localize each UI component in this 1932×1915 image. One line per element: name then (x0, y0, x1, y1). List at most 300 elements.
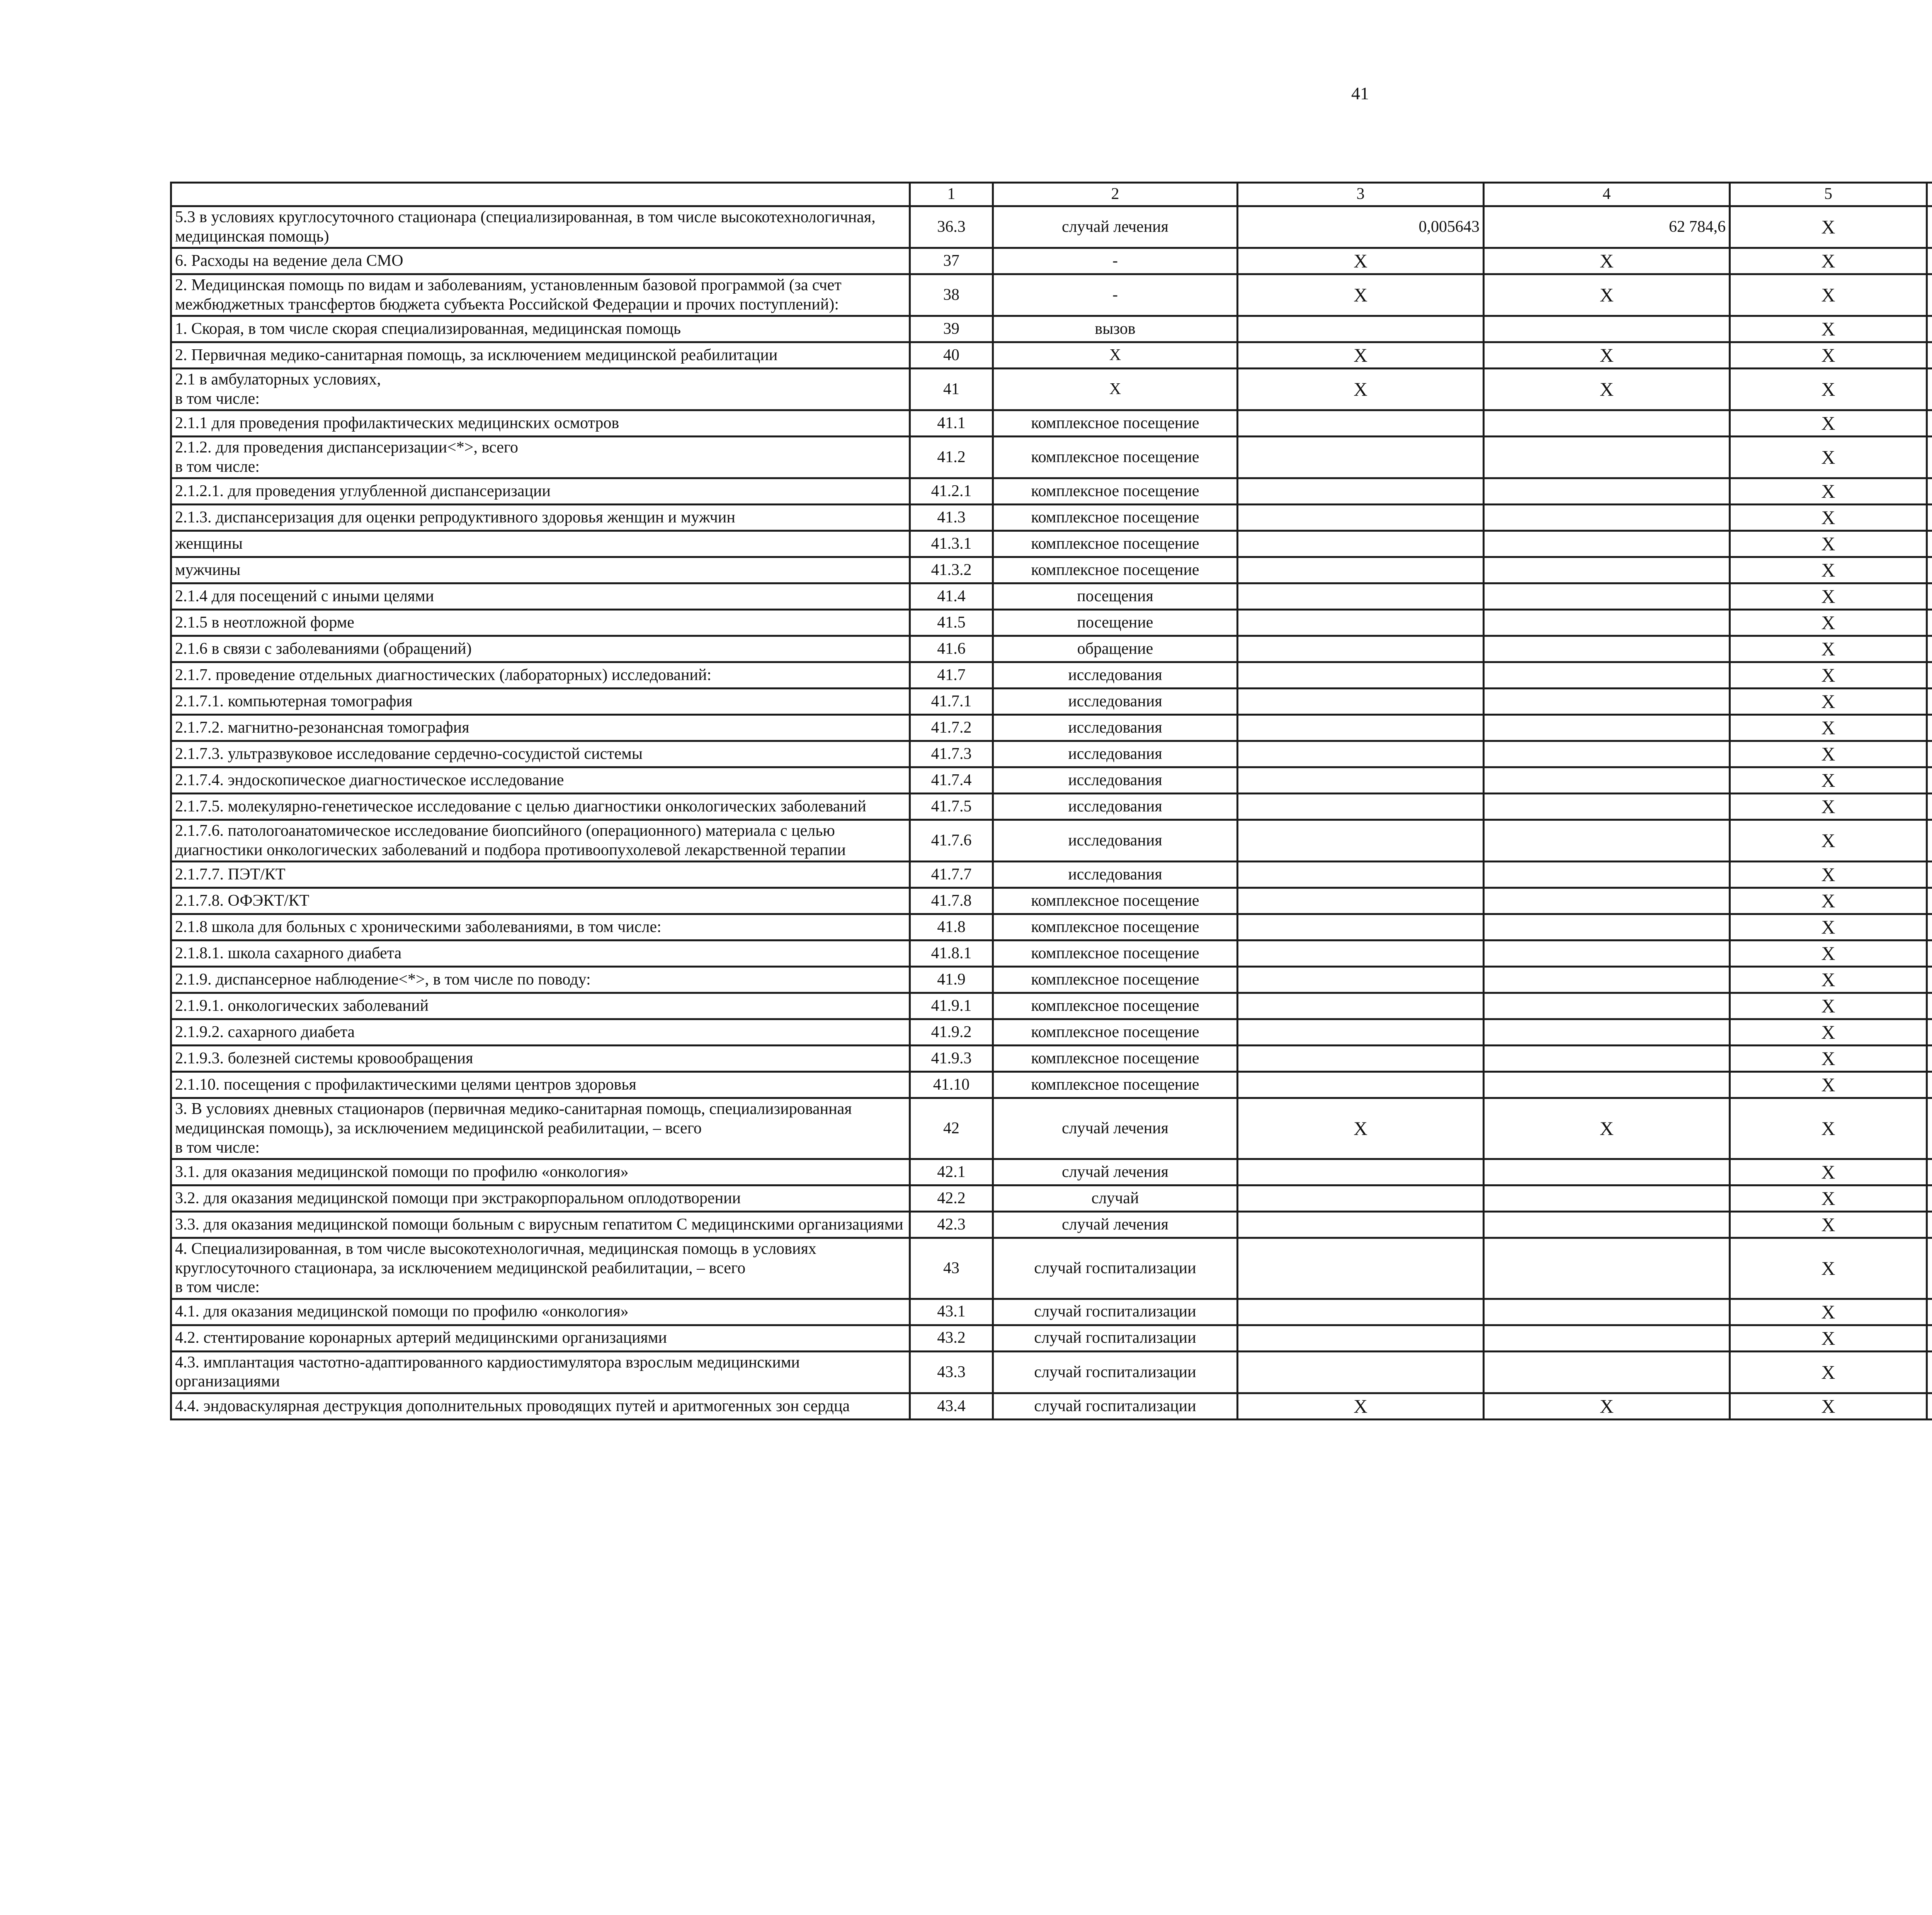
row-label-cell: 1. Скорая, в том числе скорая специализированная, медицинская помощь (171, 316, 910, 342)
value-cell: 0,005643 (1238, 206, 1484, 248)
value-cell (1238, 1046, 1484, 1072)
table-row (171, 369, 1932, 410)
row-label-cell: 2.1 в амбулаторных условиях, в том числе: (171, 369, 910, 410)
column-header-5: 5 (1730, 183, 1927, 206)
data-table (170, 182, 1932, 1420)
value-cell (1484, 505, 1730, 531)
table-row (171, 1185, 1932, 1212)
table-row (171, 662, 1932, 689)
row-code-cell: 41.9 (910, 967, 993, 993)
value-cell: X (1730, 715, 1927, 741)
value-cell (1238, 993, 1484, 1019)
table-row (171, 1299, 1932, 1325)
row-label-cell: 2.1.5 в неотложной форме (171, 610, 910, 636)
value-cell (1484, 316, 1730, 342)
row-label-cell: 4.2. стентирование коронарных артерий медицинскими организациями (171, 1325, 910, 1351)
value-cell (1238, 1019, 1484, 1046)
unit-cell: посещения (993, 583, 1238, 610)
table-row (171, 1212, 1932, 1238)
value-cell (1484, 888, 1730, 914)
page-number: 41 (1351, 83, 1369, 103)
table-row (171, 1072, 1932, 1098)
value-cell: X (1730, 1185, 1927, 1212)
unit-cell: комплексное посещение (993, 993, 1238, 1019)
value-cell (1238, 505, 1484, 531)
value-cell: X (1484, 1393, 1730, 1419)
value-cell (1484, 1351, 1730, 1393)
unit-cell: комплексное посещение (993, 888, 1238, 914)
table-row (171, 1046, 1932, 1072)
row-code-cell: 41.7.5 (910, 794, 993, 820)
row-label-cell: 2.1.4 для посещений с иными целями (171, 583, 910, 610)
row-code-cell: 41.8.1 (910, 940, 993, 967)
value-cell (1238, 689, 1484, 715)
row-label-cell: 2.1.8.1. школа сахарного диабета (171, 940, 910, 967)
value-cell (1238, 1325, 1484, 1351)
row-label-cell: 2.1.7.1. компьютерная томография (171, 689, 910, 715)
value-cell (1927, 557, 1932, 583)
row-label-cell: 3.3. для оказания медицинской помощи больным с вирусным гепатитом С медицинскими организациями (171, 1212, 910, 1238)
value-cell (1484, 862, 1730, 888)
table-row (171, 557, 1932, 583)
row-code-cell: 43 (910, 1238, 993, 1299)
value-cell: X (1730, 505, 1927, 531)
table-row (171, 715, 1932, 741)
value-cell (1927, 1238, 1932, 1299)
value-cell (1927, 689, 1932, 715)
value-cell (1238, 636, 1484, 662)
value-cell (1927, 794, 1932, 820)
row-code-cell: 41.7.8 (910, 888, 993, 914)
table-row (171, 478, 1932, 505)
value-cell (1927, 914, 1932, 940)
row-label-cell: мужчины (171, 557, 910, 583)
unit-cell: исследования (993, 741, 1238, 767)
value-cell (1238, 583, 1484, 610)
unit-cell: - (993, 274, 1238, 316)
value-cell (1927, 531, 1932, 557)
value-cell: X (1484, 369, 1730, 410)
row-label-cell: 2.1.7.7. ПЭТ/КТ (171, 862, 910, 888)
row-label-cell: 2.1.8 школа для больных с хроническими заболеваниями, в том числе: (171, 914, 910, 940)
value-cell: X (1730, 1325, 1927, 1351)
row-label-cell: 4.4. эндоваскулярная деструкция дополнительных проводящих путей и аритмогенных зон сердца (171, 1393, 910, 1419)
value-cell (1484, 914, 1730, 940)
value-cell: X (1730, 967, 1927, 993)
value-cell: X (1730, 206, 1927, 248)
value-cell (1238, 1159, 1484, 1185)
value-cell (1484, 636, 1730, 662)
row-label-cell: 2.1.7. проведение отдельных диагностических (лабораторных) исследований: (171, 662, 910, 689)
value-cell (1238, 820, 1484, 862)
unit-cell: комплексное посещение (993, 1072, 1238, 1098)
value-cell (1238, 1072, 1484, 1098)
row-code-cell: 41.6 (910, 636, 993, 662)
row-code-cell: 42.2 (910, 1185, 993, 1212)
row-label-cell: 2.1.7.3. ультразвуковое исследование сердечно-сосудистой системы (171, 741, 910, 767)
value-cell (1484, 1325, 1730, 1351)
row-code-cell: 41.4 (910, 583, 993, 610)
row-label-cell: 2.1.2. для проведения диспансеризации<*>, всего в том числе: (171, 437, 910, 478)
value-cell: X (1730, 369, 1927, 410)
value-cell (1927, 888, 1932, 914)
row-code-cell: 43.2 (910, 1325, 993, 1351)
value-cell (1238, 967, 1484, 993)
value-cell (1238, 914, 1484, 940)
value-cell (1484, 1238, 1730, 1299)
value-cell (1927, 342, 1932, 369)
value-cell: X (1730, 583, 1927, 610)
table-body (171, 206, 1932, 1420)
value-cell: X (1730, 316, 1927, 342)
row-code-cell: 41.3.1 (910, 531, 993, 557)
value-cell (1927, 1299, 1932, 1325)
row-code-cell: 41.7.7 (910, 862, 993, 888)
value-cell (1484, 478, 1730, 505)
unit-cell: X (993, 369, 1238, 410)
row-code-cell: 41.9.3 (910, 1046, 993, 1072)
table-row (171, 316, 1932, 342)
row-code-cell: 41.2.1 (910, 478, 993, 505)
unit-cell: вызов (993, 316, 1238, 342)
table-row (171, 767, 1932, 794)
value-cell (1238, 1238, 1484, 1299)
value-cell (1238, 715, 1484, 741)
table-row (171, 610, 1932, 636)
unit-cell: случай лечения (993, 206, 1238, 248)
unit-cell: исследования (993, 767, 1238, 794)
value-cell: X (1484, 274, 1730, 316)
value-cell: X (1730, 689, 1927, 715)
row-label-cell: 2.1.7.8. ОФЭКТ/КТ (171, 888, 910, 914)
value-cell (1927, 410, 1932, 437)
table-row (171, 940, 1932, 967)
row-code-cell: 38 (910, 274, 993, 316)
value-cell: X (1730, 557, 1927, 583)
unit-cell: случай госпитализации (993, 1393, 1238, 1419)
row-label-cell: 3.2. для оказания медицинской помощи при экстракорпоральном оплодотворении (171, 1185, 910, 1212)
row-code-cell: 41.7.1 (910, 689, 993, 715)
value-cell (1484, 662, 1730, 689)
column-number-row (171, 183, 1932, 206)
table-row (171, 741, 1932, 767)
unit-cell: случай госпитализации (993, 1299, 1238, 1325)
unit-cell: случай лечения (993, 1159, 1238, 1185)
row-code-cell: 41 (910, 369, 993, 410)
row-code-cell: 42.1 (910, 1159, 993, 1185)
value-cell: X (1730, 1019, 1927, 1046)
row-code-cell: 41.3 (910, 505, 993, 531)
value-cell: 62 784,6 (1484, 206, 1730, 248)
unit-cell: случай госпитализации (993, 1351, 1238, 1393)
value-cell: X (1484, 1098, 1730, 1159)
value-cell: X (1730, 1212, 1927, 1238)
column-header-4: 4 (1484, 183, 1730, 206)
table-row (171, 794, 1932, 820)
value-cell: X (1238, 1098, 1484, 1159)
value-cell: X (1730, 993, 1927, 1019)
value-cell (1484, 1159, 1730, 1185)
value-cell (1238, 478, 1484, 505)
row-label-cell: 5.3 в условиях круглосуточного стационара (специализированная, в том числе высокотехнологичная, медицинская помощь) (171, 206, 910, 248)
unit-cell: - (993, 248, 1238, 274)
row-label-cell: 2.1.3. диспансеризация для оценки репродуктивного здоровья женщин и мужчин (171, 505, 910, 531)
row-code-cell: 41.7.4 (910, 767, 993, 794)
value-cell: X (1730, 610, 1927, 636)
value-cell: X (1730, 1159, 1927, 1185)
unit-cell: исследования (993, 794, 1238, 820)
value-cell: X (1730, 940, 1927, 967)
value-cell (1927, 1185, 1932, 1212)
value-cell: X (1238, 274, 1484, 316)
column-header-6 (1927, 183, 1932, 206)
row-code-cell: 43.3 (910, 1351, 993, 1393)
row-code-cell: 43.1 (910, 1299, 993, 1325)
table-row (171, 274, 1932, 316)
unit-cell: обращение (993, 636, 1238, 662)
row-code-cell: 43.4 (910, 1393, 993, 1419)
row-label-cell: 2.1.1 для проведения профилактических медицинских осмотров (171, 410, 910, 437)
row-code-cell: 42.3 (910, 1212, 993, 1238)
row-label-cell: 2.1.9. диспансерное наблюдение<*>, в том числе по поводу: (171, 967, 910, 993)
value-cell (1484, 993, 1730, 1019)
value-cell (1484, 1072, 1730, 1098)
unit-cell: комплексное посещение (993, 410, 1238, 437)
table-row (171, 206, 1932, 248)
table-row (171, 967, 1932, 993)
value-cell: X (1484, 248, 1730, 274)
value-cell (1238, 437, 1484, 478)
unit-cell: исследования (993, 820, 1238, 862)
value-cell: X (1238, 342, 1484, 369)
row-code-cell: 37 (910, 248, 993, 274)
value-cell (1238, 557, 1484, 583)
value-cell: X (1730, 478, 1927, 505)
unit-cell: случай госпитализации (993, 1325, 1238, 1351)
value-cell (1238, 940, 1484, 967)
unit-cell: комплексное посещение (993, 940, 1238, 967)
value-cell: X (1730, 794, 1927, 820)
row-label-cell: 2.1.9.1. онкологических заболеваний (171, 993, 910, 1019)
value-cell: X (1730, 437, 1927, 478)
value-cell (1484, 1185, 1730, 1212)
value-cell (1927, 369, 1932, 410)
row-code-cell: 41.7.3 (910, 741, 993, 767)
row-label-cell: 2.1.7.5. молекулярно-генетическое исследование с целью диагностики онкологических заболеваний (171, 794, 910, 820)
value-cell (1927, 1072, 1932, 1098)
table-row (171, 342, 1932, 369)
value-cell (1927, 1212, 1932, 1238)
table-row (171, 410, 1932, 437)
value-cell (1238, 1212, 1484, 1238)
table-row (171, 583, 1932, 610)
row-label-cell: 2.1.6 в связи с заболеваниями (обращений) (171, 636, 910, 662)
value-cell (1927, 478, 1932, 505)
row-label-cell: 4.1. для оказания медицинской помощи по профилю «онкология» (171, 1299, 910, 1325)
value-cell: X (1730, 636, 1927, 662)
row-label-cell: 2. Первичная медико-санитарная помощь, за исключением медицинской реабилитации (171, 342, 910, 369)
value-cell: X (1730, 248, 1927, 274)
row-code-cell: 41.9.1 (910, 993, 993, 1019)
row-label-cell: 2.1.2.1. для проведения углубленной диспансеризации (171, 478, 910, 505)
unit-cell: комплексное посещение (993, 557, 1238, 583)
unit-cell: случай лечения (993, 1212, 1238, 1238)
value-cell: X (1238, 369, 1484, 410)
value-cell: X (1730, 820, 1927, 862)
row-label-cell: 2.1.9.3. болезней системы кровообращения (171, 1046, 910, 1072)
row-code-cell: 41.7.6 (910, 820, 993, 862)
value-cell (1927, 1098, 1932, 1159)
value-cell (1927, 1393, 1932, 1419)
value-cell: X (1730, 1098, 1927, 1159)
row-code-cell: 41.1 (910, 410, 993, 437)
value-cell (1927, 767, 1932, 794)
row-code-cell: 41.2 (910, 437, 993, 478)
value-cell (1484, 531, 1730, 557)
value-cell (1927, 1046, 1932, 1072)
column-header-0 (171, 183, 910, 206)
value-cell (1484, 715, 1730, 741)
value-cell (1927, 741, 1932, 767)
row-code-cell: 39 (910, 316, 993, 342)
column-header-3: 3 (1238, 183, 1484, 206)
unit-cell: комплексное посещение (993, 1019, 1238, 1046)
value-cell (1484, 1046, 1730, 1072)
value-cell (1927, 862, 1932, 888)
unit-cell: комплексное посещение (993, 967, 1238, 993)
value-cell (1927, 662, 1932, 689)
value-cell: X (1238, 1393, 1484, 1419)
row-label-cell: 6. Расходы на ведение дела СМО (171, 248, 910, 274)
value-cell (1484, 610, 1730, 636)
table-row (171, 1159, 1932, 1185)
row-code-cell: 41.3.2 (910, 557, 993, 583)
value-cell (1927, 248, 1932, 274)
column-header-1: 1 (910, 183, 993, 206)
value-cell (1238, 741, 1484, 767)
unit-cell: посещение (993, 610, 1238, 636)
value-cell (1927, 1325, 1932, 1351)
row-code-cell: 42 (910, 1098, 993, 1159)
row-label-cell: 2.1.10. посещения с профилактическими целями центров здоровья (171, 1072, 910, 1098)
table-row (171, 993, 1932, 1019)
value-cell (1238, 316, 1484, 342)
value-cell (1238, 888, 1484, 914)
value-cell (1484, 557, 1730, 583)
row-label-cell: 2.1.7.2. магнитно-резонансная томография (171, 715, 910, 741)
row-code-cell: 40 (910, 342, 993, 369)
value-cell (1238, 662, 1484, 689)
value-cell: X (1730, 1299, 1927, 1325)
table-row (171, 820, 1932, 862)
value-cell: X (1730, 1351, 1927, 1393)
row-code-cell: 41.9.2 (910, 1019, 993, 1046)
value-cell (1238, 1299, 1484, 1325)
unit-cell: исследования (993, 715, 1238, 741)
table-row (171, 636, 1932, 662)
value-cell (1927, 610, 1932, 636)
table-row (171, 1098, 1932, 1159)
column-header-2: 2 (993, 183, 1238, 206)
unit-cell: исследования (993, 862, 1238, 888)
value-cell (1927, 993, 1932, 1019)
value-cell: X (1730, 741, 1927, 767)
value-cell (1484, 583, 1730, 610)
row-label-cell: 2.1.7.6. патологоанатомическое исследование биопсийного (операционного) материала с целью диагностики онкологических заболеваний и подбора противоопухолевой лекарственной терапии (171, 820, 910, 862)
value-cell (1927, 967, 1932, 993)
value-cell (1484, 437, 1730, 478)
value-cell (1484, 940, 1730, 967)
value-cell (1927, 1351, 1932, 1393)
value-cell: X (1730, 914, 1927, 940)
unit-cell: случай лечения (993, 1098, 1238, 1159)
value-cell (1484, 967, 1730, 993)
value-cell: X (1730, 342, 1927, 369)
value-cell: X (1730, 662, 1927, 689)
value-cell: X (1730, 1238, 1927, 1299)
row-code-cell: 36.3 (910, 206, 993, 248)
table-row (171, 1238, 1932, 1299)
unit-cell: комплексное посещение (993, 1046, 1238, 1072)
value-cell: X (1730, 531, 1927, 557)
table-row (171, 862, 1932, 888)
table-row (171, 888, 1932, 914)
value-cell (1927, 1159, 1932, 1185)
value-cell: X (1730, 1046, 1927, 1072)
row-label-cell: 4.3. имплантация частотно-адаптированного кардиостимулятора взрослым медицинскими организациями (171, 1351, 910, 1393)
row-label-cell: женщины (171, 531, 910, 557)
value-cell (1927, 820, 1932, 862)
value-cell (1927, 1019, 1932, 1046)
value-cell (1238, 794, 1484, 820)
table-row (171, 1351, 1932, 1393)
unit-cell: случай (993, 1185, 1238, 1212)
value-cell (1927, 206, 1932, 248)
value-cell (1238, 531, 1484, 557)
row-label-cell: 3.1. для оказания медицинской помощи по профилю «онкология» (171, 1159, 910, 1185)
table-row (171, 531, 1932, 557)
table-row (171, 1393, 1932, 1419)
value-cell: X (1238, 248, 1484, 274)
row-label-cell: 4. Специализированная, в том числе высокотехнологичная, медицинская помощь в условиях круглосуточного стационара, за исключением медицинской реабилитации, – всего в том числе: (171, 1238, 910, 1299)
value-cell (1484, 410, 1730, 437)
value-cell (1927, 636, 1932, 662)
value-cell (1484, 1019, 1730, 1046)
value-cell (1484, 794, 1730, 820)
table-row (171, 505, 1932, 531)
value-cell: X (1730, 888, 1927, 914)
unit-cell: случай госпитализации (993, 1238, 1238, 1299)
unit-cell: исследования (993, 662, 1238, 689)
row-code-cell: 41.7.2 (910, 715, 993, 741)
row-code-cell: 41.5 (910, 610, 993, 636)
value-cell (1484, 1212, 1730, 1238)
value-cell (1484, 741, 1730, 767)
value-cell: X (1730, 862, 1927, 888)
value-cell: X (1484, 342, 1730, 369)
value-cell (1484, 689, 1730, 715)
row-code-cell: 41.8 (910, 914, 993, 940)
value-cell (1927, 505, 1932, 531)
unit-cell: комплексное посещение (993, 437, 1238, 478)
value-cell (1927, 940, 1932, 967)
data-sheet (170, 182, 1932, 1420)
row-label-cell: 2.1.7.4. эндоскопическое диагностическое исследование (171, 767, 910, 794)
unit-cell: комплексное посещение (993, 505, 1238, 531)
unit-cell: исследования (993, 689, 1238, 715)
value-cell (1238, 1351, 1484, 1393)
unit-cell: комплексное посещение (993, 478, 1238, 505)
